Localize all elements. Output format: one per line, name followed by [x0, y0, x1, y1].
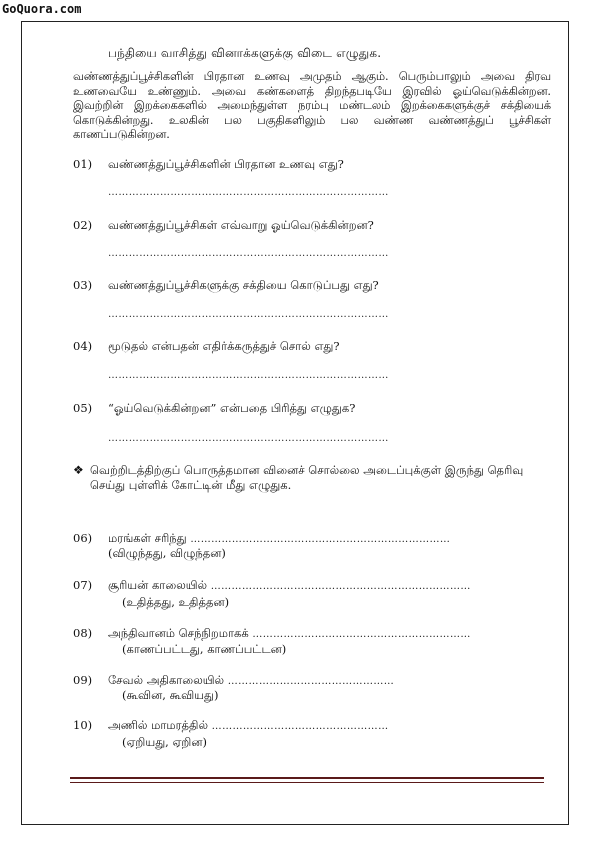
answer-blank[interactable]: ………………………………………………………………… — [190, 534, 451, 545]
question-text: வண்ணத்துப்பூச்சிகளுக்கு சக்தியை கொடுப்பது எது? — [108, 278, 379, 292]
worksheet-title: பந்தியை வாசித்து வினாக்களுக்கு விடை எழுதுக. — [108, 46, 382, 60]
answer-blank[interactable]: ………………………………………… — [227, 676, 395, 687]
answer-blank[interactable]: ……………………………………………………………………… — [108, 248, 389, 259]
answer-blank[interactable]: ………………………………………………………………… — [210, 581, 471, 592]
item-sentence — [108, 626, 471, 642]
item-number: 09) — [73, 673, 93, 687]
item-options: (விழுந்தது, விழுந்தன) — [108, 546, 226, 560]
answer-blank[interactable]: ……………………………………………………………………… — [108, 433, 389, 444]
answer-blank[interactable]: ……………………………………………………………………… — [108, 187, 389, 198]
question-number: 05) — [73, 401, 93, 415]
answer-blank[interactable]: ……………………………………………………… — [252, 629, 471, 640]
item-number: 06) — [73, 531, 93, 545]
item-number: 08) — [73, 626, 93, 640]
item-text: மரங்கள் சரிந்து — [108, 531, 191, 545]
item-options: (உதித்தது, உதித்தன) — [122, 595, 230, 609]
fill-instruction: வெற்றிடத்திற்குப் பொருத்தமான வினைச் சொல்லை அடைப்புக்குள் இருந்து தெரிவு செய்து புள்ளிக் கோட்டின் மீது எழுதுக. — [90, 463, 524, 492]
question-text: வண்ணத்துப்பூச்சிகளின் பிரதான உணவு எது? — [108, 157, 344, 171]
item-text: அணில் மாமரத்தில் — [108, 718, 212, 732]
item-sentence — [108, 718, 388, 734]
question-number: 02) — [73, 218, 93, 232]
item-sentence — [108, 531, 450, 547]
item-number: 10) — [73, 718, 93, 732]
answer-blank[interactable]: ……………………………………………………………………… — [108, 370, 389, 381]
question-text: வண்ணத்துப்பூச்சிகள் எவ்வாறு ஓய்வெடுக்கின்றன? — [108, 218, 374, 232]
item-options: (கூவின, கூவியது) — [122, 688, 219, 702]
footer-rule-thin — [70, 782, 544, 783]
site-watermark-tag: GoQuora.com — [2, 2, 82, 16]
item-options: (ஏறியது, ஏறின) — [122, 735, 207, 749]
item-sentence — [108, 578, 471, 594]
question-number: 01) — [73, 157, 93, 171]
item-sentence — [108, 673, 394, 689]
footer-rule — [70, 777, 544, 779]
question-text: மூடுதல் என்பதன் எதிர்க்கருத்துச் சொல் எது? — [108, 339, 340, 353]
item-number: 07) — [73, 578, 93, 592]
item-text: அந்திவானம் செந்நிறமாகக் — [108, 626, 253, 640]
reading-passage: வண்ணத்துப்பூச்சிகளின் பிரதான உணவு அமுதம் ஆகும். பெரும்பாலும் அவை திரவ உணவையே உண்ணும். அவை கண்களைத் திறந்தபடியே இரவில் ஓய்வெடுக்கின்றன. இவற்றின் இறக்கைகளில் அமைந்துள்ள நரம்பு மண்டலம் இறக்கைகளுக்குச் சக்தியைக் கொடுக்கின்றது. உலகின் பல பகுதிகளிலும் பல வண்ண வண்ணத்துப் பூச்சிகள் காணப்படுகின்றன. — [73, 70, 551, 141]
diamond-bullet-icon: ❖ — [73, 463, 84, 477]
answer-blank[interactable]: …………………………………………… — [211, 721, 389, 732]
item-text: சேவல் அதிகாலையில் — [108, 673, 228, 687]
question-number: 04) — [73, 339, 93, 353]
question-text: “ஓய்வெடுக்கின்றன” என்பதை பிரித்து எழுதுக? — [108, 401, 356, 415]
item-options: (காணப்பட்டது, காணப்பட்டன) — [122, 642, 287, 656]
item-text: சூரியன் காலையில் — [108, 578, 211, 592]
answer-blank[interactable]: ……………………………………………………………………… — [108, 309, 389, 320]
question-number: 03) — [73, 278, 93, 292]
